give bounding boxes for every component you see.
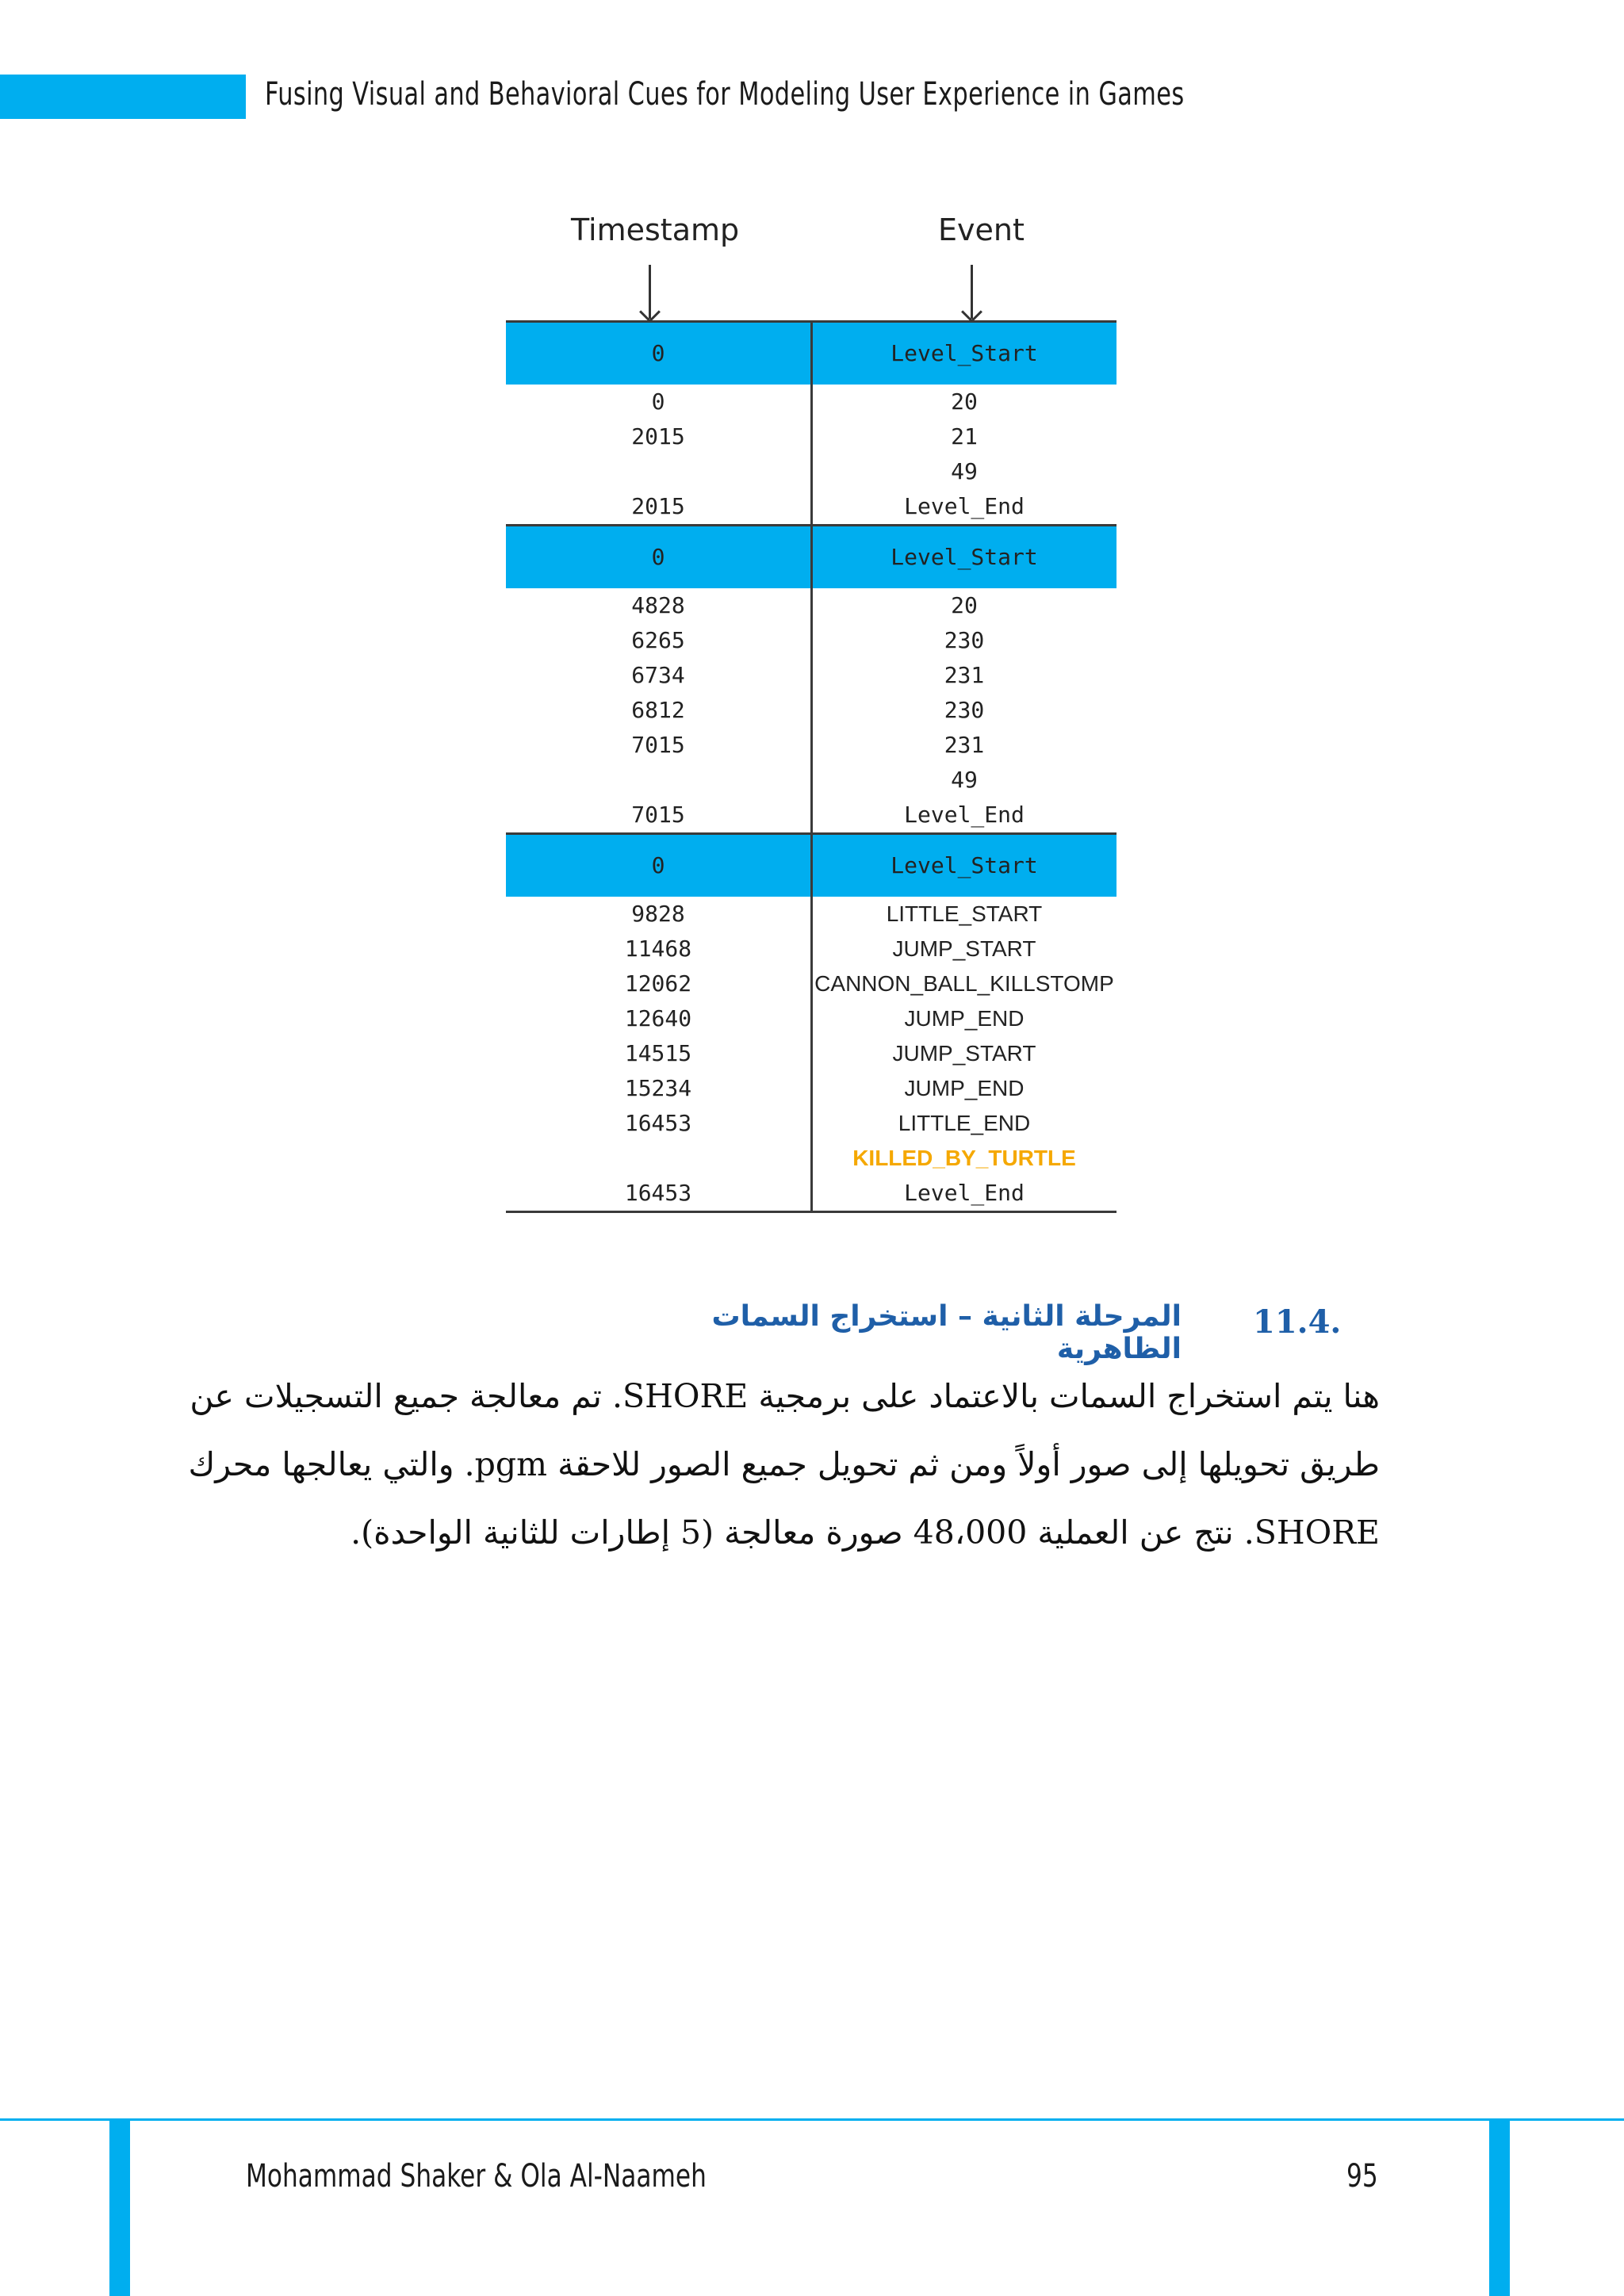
timestamp-cell: 2015 [631,423,685,450]
footer-right-bar [1489,2121,1510,2296]
event-cell: 20 [951,592,978,618]
event-cell: 230 [944,627,985,653]
section-title: المرحلة الثانية – استخراج السمات الظاهرية [711,1300,1182,1365]
timestamp-cell: 14515 [624,1040,692,1066]
event-row [506,1036,1116,1071]
event-cell: Level_Start [891,340,1038,366]
level-start-row [506,835,1116,897]
timestamp-cell: 4828 [631,592,685,618]
event-row [506,385,1116,419]
event-cell: 49 [951,767,978,793]
timestamp-cell: 15234 [624,1075,692,1101]
event-row [506,932,1116,966]
timestamp-cell: 16453 [624,1110,692,1136]
running-title: Fusing Visual and Behavioral Cues for Modeling User Experience in Games [265,76,1185,113]
footer-left-bar [109,2121,130,2296]
timestamp-cell: 12062 [624,970,692,997]
timestamp-arrow-head-icon [639,301,661,323]
event-cell: LITTLE_END [898,1111,1031,1135]
timestamp-cell: 9828 [631,901,685,927]
event-row [506,1176,1116,1213]
header-accent-bar [0,75,246,119]
body-line: هنا يتم استخراج السمات بالاعتماد على برمجية SHORE. تم معالجة جميع التسجيلات عن [190,1377,1380,1415]
event-cell: Level_End [904,1180,1025,1206]
event-row [506,454,1116,489]
event-cell: 49 [951,458,978,484]
event-cell: Level_Start [891,544,1038,570]
event-row [506,1141,1116,1176]
event-cell: KILLED_BY_TURTLE [852,1146,1076,1170]
event-row [506,897,1116,932]
event-row [506,658,1116,693]
timestamp-cell: 6265 [631,627,685,653]
timestamp-cell: 11468 [624,936,692,962]
event-column-title: Event [938,212,1025,247]
event-cell: 231 [944,732,985,758]
timestamp-cell: 0 [651,388,665,415]
timestamp-cell: 0 [651,852,665,878]
footer-rule [0,2118,1624,2121]
event-cell: 21 [951,423,978,450]
body-line: طريق تحويلها إلى صور أولاً ومن ثم تحويل جميع الصور للاحقة pgm. والتي يعالجها محرك [188,1445,1380,1483]
event-cell: JUMP_START [892,936,1036,961]
timestamp-cell: 0 [651,544,665,570]
event-cell: Level_Start [891,852,1038,878]
event-row [506,419,1116,454]
timestamp-cell: 7015 [631,732,685,758]
timestamp-cell: 6812 [631,697,685,723]
event-cell: Level_End [904,493,1025,519]
timestamp-cell: 12640 [624,1005,692,1031]
event-cell: JUMP_END [904,1006,1025,1031]
event-cell: JUMP_END [904,1076,1025,1100]
timestamp-cell: 2015 [631,493,685,519]
timestamp-cell: 16453 [624,1180,692,1206]
event-cell: CANNON_BALL_KILLSTOMP [814,971,1114,996]
footer-authors: Mohammad Shaker & Ola Al-Naameh [246,2158,707,2195]
event-row [506,693,1116,728]
event-cell: LITTLE_START [886,901,1043,926]
event-cell: 20 [951,388,978,415]
section-body [188,1362,1380,1567]
body-line: SHORE. نتج عن العملية 48،000 صورة معالجة (5 إطارات للثانية الواحدة). [350,1513,1380,1552]
event-cell: Level_End [904,802,1025,828]
event-row [506,728,1116,763]
timestamp-cell: 7015 [631,802,685,828]
event-log-table [506,320,1116,1213]
level-start-row [506,323,1116,385]
timestamp-cell: 0 [651,340,665,366]
event-cell: 231 [944,662,985,688]
event-row [506,798,1116,835]
event-row [506,489,1116,526]
event-row [506,1106,1116,1141]
event-row [506,588,1116,623]
event-row [506,1071,1116,1106]
event-cell: 230 [944,697,985,723]
event-cell: JUMP_START [892,1041,1036,1066]
event-row [506,623,1116,658]
event-row [506,966,1116,1001]
event-arrow-head-icon [961,301,982,323]
event-row [506,1001,1116,1036]
timestamp-cell: 6734 [631,662,685,688]
event-row [506,763,1116,798]
page-number: 95 [1346,2158,1378,2195]
level-start-row [506,526,1116,588]
timestamp-column-title: Timestamp [571,212,740,247]
section-number: 11.4. [1253,1303,1342,1341]
